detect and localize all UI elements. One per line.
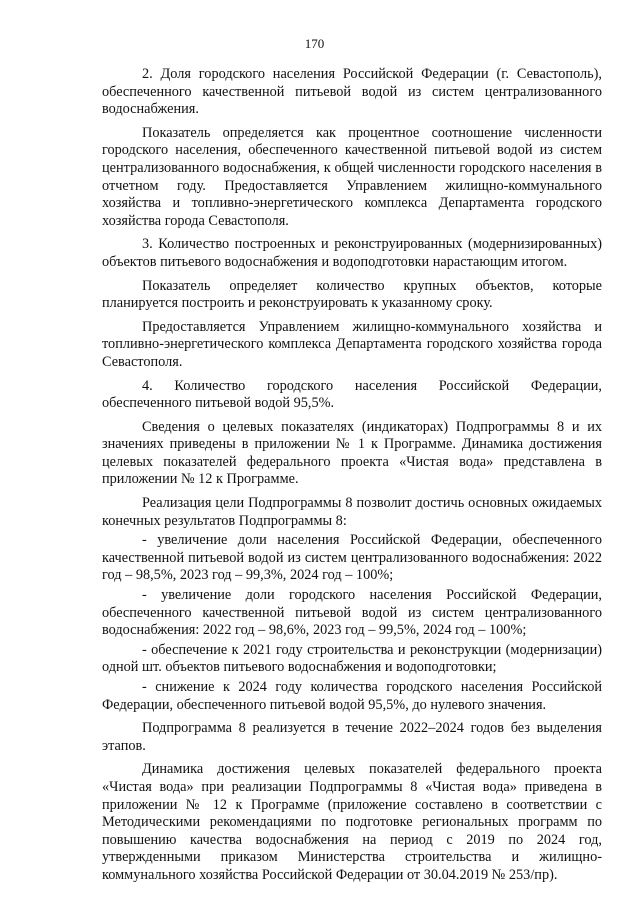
paragraph-indicator-2-definition: Показатель определяется как процентное соотношение численности городского населения, обеспеченного качественной питьевой водой из систем централизованного водоснабжения, к общей численности городского населения в отчетном году. Предоставляется Управлением жилищно-коммунального хозяйства и топливно-энергетического комплекса Департамента городского хозяйства города Севастополя. — [102, 124, 602, 229]
paragraph-expected-results-intro: Реализация цели Подпрограммы 8 позволит достичь основных ожидаемых конечных результатов Подпрограммы 8: — [102, 495, 602, 529]
page-number: 170 — [304, 36, 325, 51]
paragraph-dynamics: Динамика достижения целевых показателей федерального проекта «Чистая вода» при реализации Подпрограммы 8 «Чистая вода» приведена в приложении № 12 к Программе (приложение составлено в соответствии с Методическими рекомендациями по подготовке региональных программ по повышению качества водоснабжения на период с 2019 по 2024 год, утвержденными приказом Министерства строительства и жилищно-коммунального хозяйства Российской Федерации от 30.04.2019 № 253/пр). — [102, 761, 602, 883]
paragraph-indicator-3: 3. Количество построенных и реконструированных (модернизированных) объектов питьевого водоснабжения и водоподготовки нарастающим итогом. — [102, 236, 602, 270]
list-item-result-4: - снижение к 2024 году количества городского населения Российской Федерации, обеспеченного питьевой водой 95,5%, до нулевого значения. — [102, 679, 602, 713]
paragraph-indicators-info: Сведения о целевых показателях (индикаторах) Подпрограммы 8 и их значениях приведены в приложении № 1 к Программе. Динамика достижения целевых показателей федерального проекта «Чистая вода» представлена в приложении № 12 к Программе. — [102, 418, 602, 488]
document-body — [102, 66, 602, 891]
paragraph-indicator-2: 2. Доля городского населения Российской Федерации (г. Севастополь), обеспеченного качественной питьевой водой из систем централизованного водоснабжения. — [102, 66, 602, 118]
list-item-result-1: - увеличение доли населения Российской Федерации, обеспеченного качественной питьевой водой из систем централизованного водоснабжения: 2022 год – 98,5%, 2023 год – 99,3%, 2024 год – 100%; — [102, 532, 602, 584]
paragraph-indicator-3-source: Предоставляется Управлением жилищно-коммунального хозяйства и топливно-энергетического комплекса Департамента городского хозяйства города Севастополя. — [102, 318, 602, 370]
paragraph-indicator-3-definition: Показатель определяет количество крупных объектов, которые планируется построить и реконструировать к указанному сроку. — [102, 277, 602, 312]
list-item-result-3: - обеспечение к 2021 году строительства и реконструкции (модернизации) одной шт. объектов питьевого водоснабжения и водоподготовки; — [102, 641, 602, 676]
list-item-result-2: - увеличение доли городского населения Российской Федерации, обеспеченного качественной питьевой водой из систем централизованного водоснабжения: 2022 год – 98,6%, 2023 год – 99,5%, 2024 год – 100%; — [102, 587, 602, 639]
paragraph-indicator-4: 4. Количество городского населения Российской Федерации, обеспеченного питьевой водой 95,5%. — [102, 377, 602, 412]
paragraph-implementation-period: Подпрограмма 8 реализуется в течение 2022–2024 годов без выделения этапов. — [102, 720, 602, 754]
